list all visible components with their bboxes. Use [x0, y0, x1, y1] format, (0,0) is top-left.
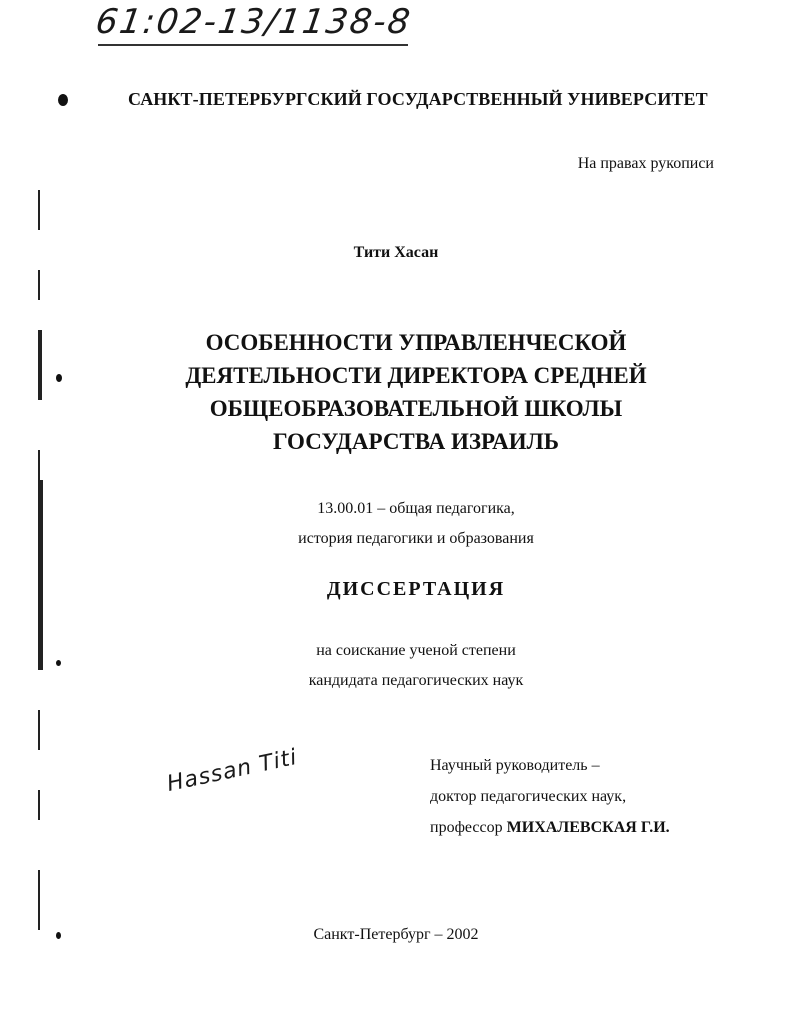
supervisor-name: МИХАЛЕВСКАЯ Г.И. [506, 819, 670, 836]
degree-line: на соискание ученой степени [316, 642, 516, 659]
place-and-year: Санкт-Петербург – 2002 [313, 926, 479, 943]
title-line: ОБЩЕОБРАЗОВАТЕЛЬНОЙ ШКОЛЫ [209, 396, 623, 421]
supervisor-title: профессор [430, 819, 507, 836]
dissertation-title [120, 326, 712, 458]
handwritten-archive-number: 61:02-13/1138-8 [93, 2, 415, 42]
document-type: ДИССЕРТАЦИЯ [326, 578, 506, 600]
specialty [120, 494, 712, 554]
rights-note: На правах рукописи [577, 155, 714, 172]
degree [120, 636, 712, 696]
archive-number-underline [98, 44, 408, 46]
scan-dot [56, 374, 62, 382]
specialty-line: история педагогики и образования [298, 530, 534, 547]
supervisor-degree: доктор педагогических наук, [430, 788, 627, 805]
supervisor-block [430, 750, 670, 843]
title-line: ГОСУДАРСТВА ИЗРАИЛЬ [272, 429, 560, 454]
handwritten-signature: Hassan Titi [164, 744, 300, 797]
author-name: Тити Хасан [353, 244, 439, 261]
supervisor-role: Научный руководитель – [430, 757, 600, 774]
title-line: ДЕЯТЕЛЬНОСТИ ДИРЕКТОРА СРЕДНЕЙ [185, 363, 647, 388]
scan-edge-artifact [38, 150, 44, 990]
scan-dot [58, 94, 68, 106]
degree-line: кандидата педагогических наук [308, 672, 524, 689]
university-name: САНКТ-ПЕТЕРБУРГСКИЙ ГОСУДАРСТВЕННЫЙ УНИВЕРСИТЕТ [128, 89, 708, 109]
supervisor-name-line [430, 812, 670, 843]
scan-dot [56, 660, 61, 666]
title-line: ОСОБЕННОСТИ УПРАВЛЕНЧЕСКОЙ [205, 330, 627, 355]
specialty-line: 13.00.01 – общая педагогика, [317, 500, 515, 517]
